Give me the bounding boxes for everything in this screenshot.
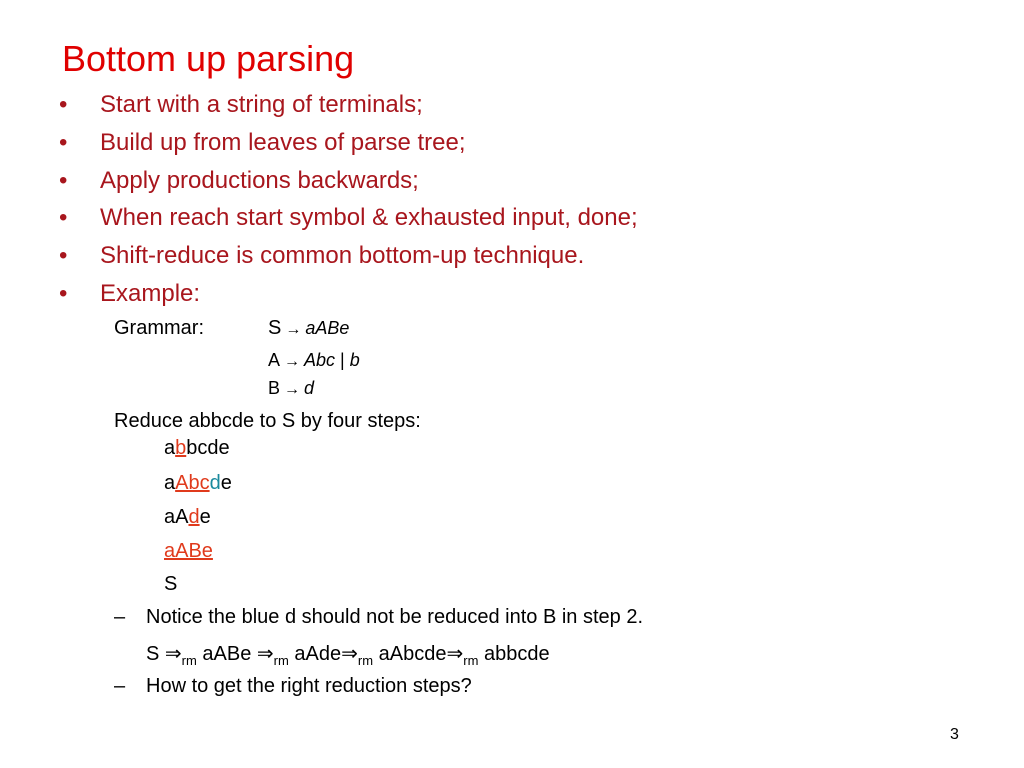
step-text: S [164, 573, 178, 595]
bullet-item [56, 124, 638, 162]
reduction-step [164, 506, 211, 529]
bullet-dot: • [59, 204, 68, 232]
step-text: a [164, 437, 176, 459]
bullet-item [56, 237, 638, 275]
reduction-step [164, 540, 213, 563]
derivation-form: abbcde [483, 643, 550, 665]
bullet-item [56, 275, 638, 313]
page-number: 3 [950, 726, 959, 743]
reduction-step [164, 472, 232, 495]
step-text: bcde [186, 437, 230, 459]
bullet-dot: • [59, 166, 68, 194]
derive-arrow-icon: ⇒ [341, 643, 358, 665]
rightmost-derivation [146, 641, 550, 668]
production-rhs: Abc [304, 350, 336, 370]
note-text: How to get the right reduction steps? [146, 675, 472, 697]
step-blue-d: d [209, 472, 221, 494]
grammar-production-b [268, 378, 314, 399]
production-lhs: S [268, 317, 282, 339]
derivation-form: aAde [294, 643, 342, 665]
derivation-form: aABe [202, 643, 252, 665]
derive-arrow-icon: ⇒ [256, 643, 274, 665]
step-handle: b [175, 437, 187, 459]
step-handle: d [188, 506, 200, 528]
grammar-production-a [268, 350, 360, 371]
note-item [114, 675, 472, 698]
derive-sub: rm [357, 653, 374, 668]
derive-sub: rm [463, 653, 479, 668]
derive-arrow-icon: ⇒ [446, 643, 464, 665]
grammar-production-s [268, 317, 349, 340]
step-text: aA [164, 506, 189, 528]
grammar-label: Grammar: [114, 317, 204, 339]
step-text: e [220, 472, 232, 494]
bullet-text: Example: [100, 279, 201, 307]
note-item [114, 606, 643, 629]
bullet-dot: • [59, 279, 68, 307]
derivation-start: S [146, 643, 160, 665]
production-lhs: B [268, 378, 281, 398]
derive-sub: rm [273, 653, 289, 668]
arrow-icon: → [285, 321, 302, 338]
production-rhs: aABe [305, 318, 350, 338]
derive-sub: rm [181, 653, 197, 668]
bullet-dot: • [59, 242, 68, 270]
production-rhs: b [349, 350, 360, 370]
step-text: a [164, 472, 176, 494]
step-handle: aABe [164, 540, 213, 562]
bullet-text: Start with a string of terminals; [100, 91, 423, 118]
reduction-step [164, 437, 230, 460]
bullet-text: When reach start symbol & exhausted input, done; [100, 204, 638, 232]
production-rhs: d [304, 378, 315, 398]
dash-glyph: – [114, 675, 126, 697]
production-separator: | [335, 350, 350, 370]
bullet-dot: • [59, 91, 68, 118]
bullet-item [56, 86, 638, 124]
bullet-text: Shift-reduce is common bottom-up technique. [100, 242, 585, 270]
step-text: e [199, 506, 211, 528]
step-handle: Abc [175, 472, 210, 494]
bullet-text: Build up from leaves of parse tree; [100, 128, 466, 156]
derivation-form: aAbcde [378, 643, 447, 665]
arrow-icon: → [284, 381, 301, 398]
arrow-icon: → [284, 353, 301, 370]
bullet-list [56, 86, 638, 313]
bullet-item [56, 199, 638, 237]
bullet-text: Apply productions backwards; [100, 166, 419, 194]
dash-glyph: – [114, 606, 126, 628]
slide-title: Bottom up parsing [62, 38, 355, 79]
reduce-heading: Reduce abbcde to S by four steps: [114, 410, 421, 432]
derive-arrow-icon: ⇒ [164, 643, 182, 665]
reduction-step [164, 573, 177, 596]
bullet-item [56, 162, 638, 200]
bullet-dot: • [59, 128, 68, 156]
production-lhs: A [268, 350, 281, 370]
note-text: Notice the blue d should not be reduced into B in step 2. [146, 606, 644, 628]
